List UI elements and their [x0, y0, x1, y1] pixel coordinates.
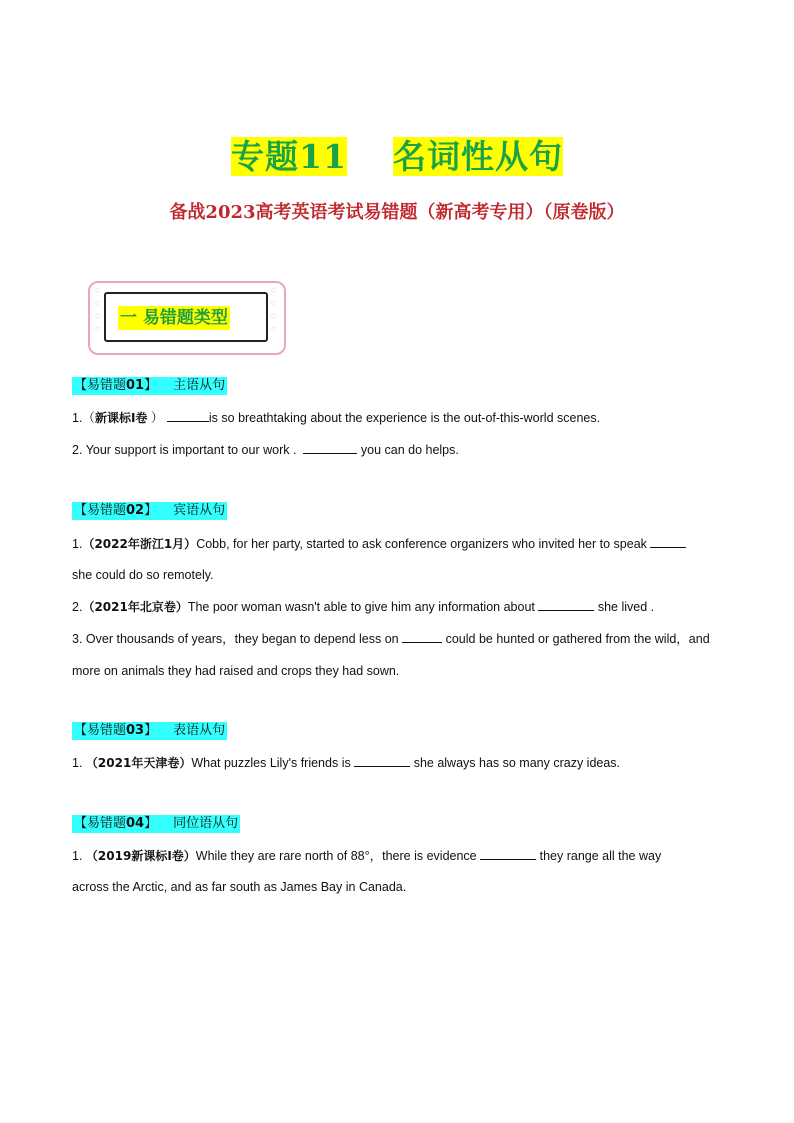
heart-icon: ♡ [270, 326, 277, 334]
answer-blank[interactable] [167, 409, 209, 422]
question-line: 2.（2021年北京卷）The poor woman wasn't able to give him any information about she lived . [72, 600, 655, 614]
question-line-continued: she could do so remotely. [72, 568, 214, 582]
answer-blank[interactable] [354, 754, 410, 767]
question-line-continued: more on animals they had raised and crops they had sown. [72, 664, 400, 678]
answer-blank[interactable] [480, 847, 536, 860]
section-heading-04: 【易错题04】 同位语从句 [74, 816, 239, 831]
heart-icon: ♡ [270, 287, 277, 295]
section-heading-03: 【易错题03】 表语从句 [74, 723, 226, 738]
question-line: 1. （2021年天津卷）What puzzles Lily's friends is she always has so many crazy ideas. [72, 756, 621, 770]
section-badge-label: 一 易错题类型 [120, 308, 228, 328]
answer-blank[interactable] [402, 630, 442, 643]
question-line-continued: across the Arctic, and as far south as James Bay in Canada. [72, 880, 407, 894]
heart-icon: ♡ [270, 313, 277, 321]
question-line: 1.（2022年浙江1月）Cobb, for her party, started to ask conference organizers who invited her to speak [72, 535, 722, 553]
section-heading-01: 【易错题01】 主语从句 [74, 378, 226, 393]
page-title [0, 136, 794, 178]
title-topic-name: 名词性从句 [392, 137, 563, 176]
section-heading-02: 【易错题02】 宾语从句 [74, 503, 226, 518]
title-topic-number: 专题11 [231, 137, 347, 176]
answer-blank[interactable] [650, 535, 686, 548]
heart-icon: ♡ [94, 300, 101, 308]
question-line: 1.（新课标Ⅰ卷 ） is so breathtaking about the experience is the out-of-this-world scenes. [72, 411, 601, 425]
question-line: 3. Over thousands of years，they began to depend less on could be hunted or gathered from the wild，and [72, 632, 710, 646]
heart-icon: ♡ [94, 326, 101, 334]
heart-icon: ♡ [94, 287, 101, 295]
question-line: 1. （2019新课标Ⅰ卷）While they are rare north of 88°，there is evidence they range all the way [72, 849, 662, 863]
answer-blank[interactable] [303, 441, 357, 454]
answer-blank[interactable] [538, 598, 594, 611]
question-line: 2. Your support is important to our work . you can do helps. [72, 443, 459, 457]
heart-icon: ♡ [94, 313, 101, 321]
heart-icon: ♡ [270, 300, 277, 308]
page-subtitle: 备战2023高考英语考试易错题（新高考专用）（原卷版） [169, 202, 625, 223]
